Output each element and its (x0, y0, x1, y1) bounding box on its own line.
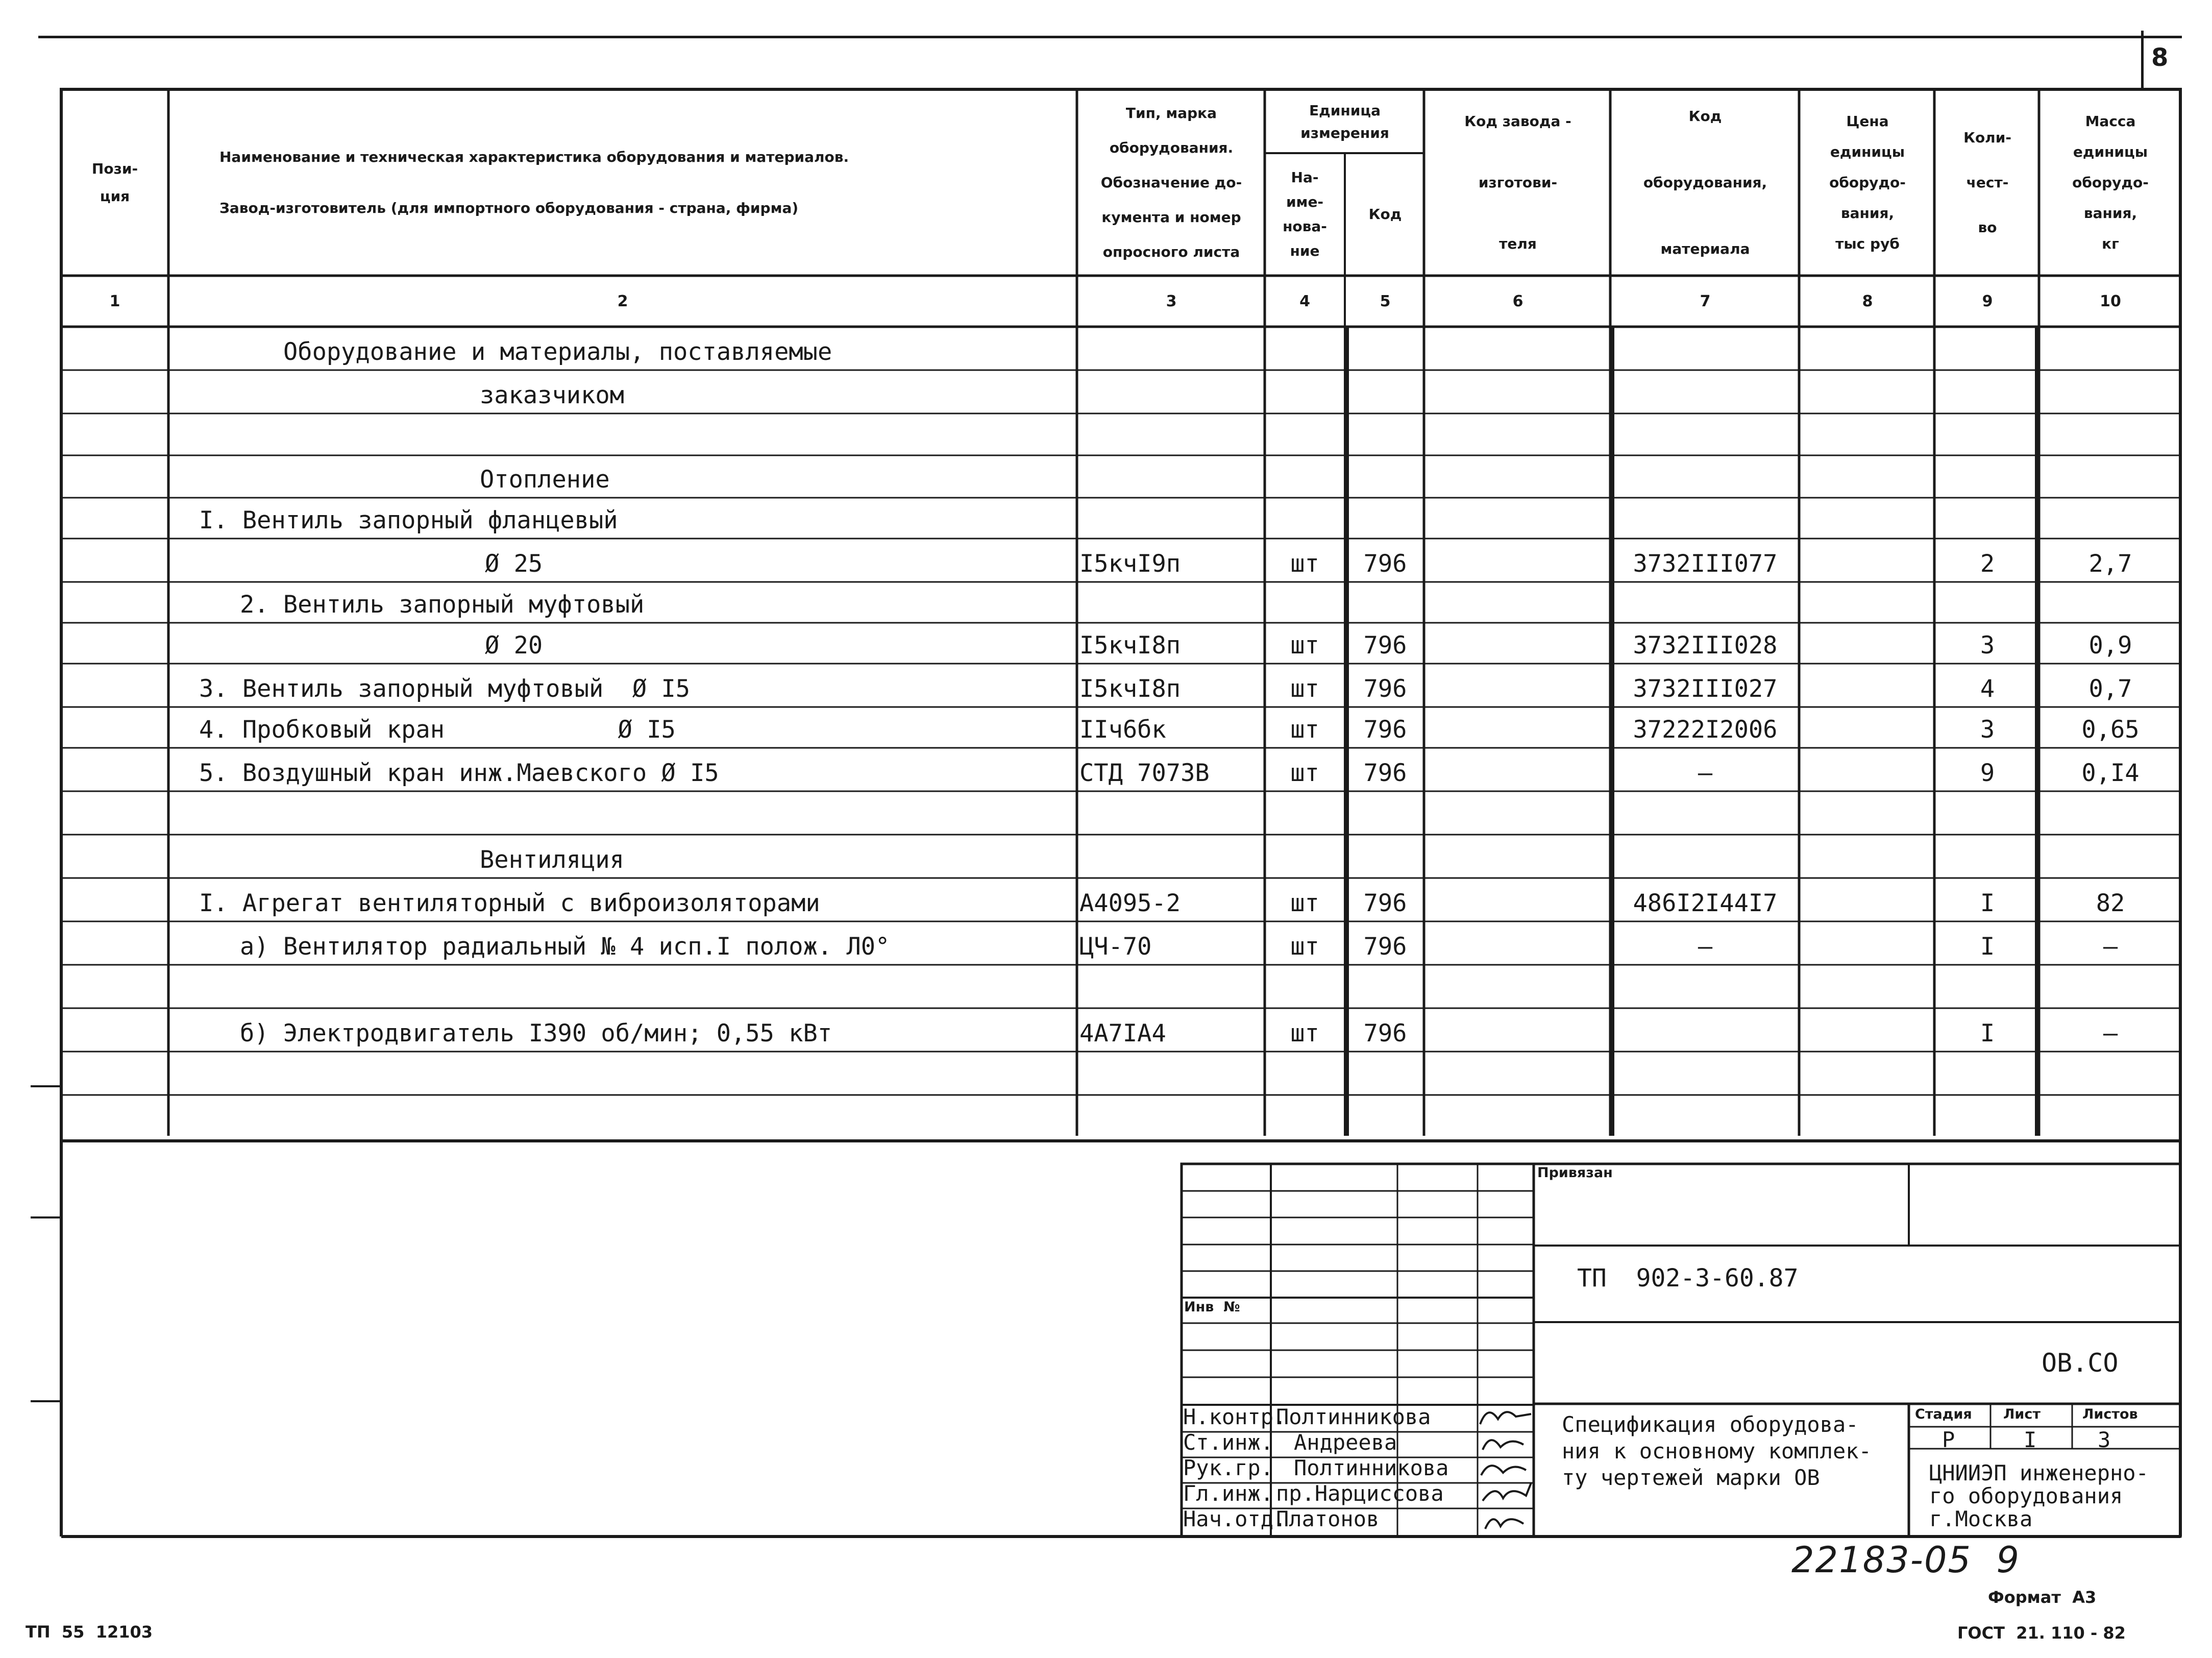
type-cell: СТД 7073В (1079, 759, 1210, 787)
table-row (0, 664, 2212, 707)
quantity-cell: 3 (1980, 631, 1995, 660)
mass-cell (2042, 791, 2179, 828)
mass-cell (2042, 498, 2179, 532)
equipment-code-cell (1613, 582, 1798, 617)
quantity-cell (1937, 1095, 2038, 1130)
stage-label: Стадия (1915, 1406, 1972, 1422)
table-row (0, 327, 2212, 370)
unit-code-cell: 796 (1363, 716, 1407, 744)
person-name: Платонов (1276, 1506, 1380, 1531)
item-name-cell: Оборудование и материалы, поставляемые (283, 338, 832, 366)
mass-cell (2042, 413, 2179, 449)
header-quantity: Коли- чест- во (1963, 129, 2011, 236)
quantity-cell: 4 (1980, 675, 1995, 703)
equipment-code-cell: 37222I2006 (1633, 716, 1778, 744)
unit-cell: шт (1290, 675, 1319, 703)
column-number: 6 (1512, 292, 1523, 310)
mass-cell (2042, 1095, 2179, 1130)
table-row (0, 623, 2212, 664)
unit-code-cell (1347, 965, 1423, 1002)
item-name-cell: 2. Вентиль запорный муфтовый (240, 591, 645, 619)
unit-cell: шт (1290, 933, 1319, 961)
item-name-cell: I. Агрегат вентиляторный с виброизоляторами (199, 889, 820, 917)
item-name-cell: Ø 20 (485, 631, 543, 660)
role-label: Нач.отд. (1183, 1506, 1287, 1531)
equipment-code-cell: 486I2I44I7 (1633, 889, 1778, 917)
equipment-code-cell: 3732III027 (1633, 675, 1778, 703)
header-type: Тип, марка оборудования. Обозначение до- кумента и номер опросного листа (1100, 104, 1242, 260)
item-name-cell: 4. Пробковый кран Ø I5 (199, 716, 676, 744)
quantity-cell: 2 (1980, 550, 1995, 578)
quantity-cell: I (1980, 933, 1995, 961)
table-row (0, 707, 2212, 748)
unit-cell (1266, 413, 1344, 449)
equipment-code-cell (1613, 455, 1798, 492)
item-name-cell: б) Электродвигатель I390 об/мин; 0,55 кВт (240, 1019, 832, 1047)
role-label: Н.контр. (1183, 1404, 1287, 1429)
stage-value: Р (1942, 1427, 1955, 1452)
type-cell (1079, 582, 1263, 617)
unit-cell (1266, 370, 1344, 407)
equipment-code-cell (1613, 835, 1798, 872)
mass-cell: 82 (2096, 889, 2125, 917)
item-name-cell: 3. Вентиль запорный муфтовый Ø I5 (199, 675, 691, 703)
item-name-cell: а) Вентилятор радиальный № 4 исп.I полож. Л0° (240, 933, 890, 961)
sheet-title-line: ту чертежей марки ОВ (1562, 1465, 1820, 1490)
quantity-cell: I (1980, 889, 1995, 917)
column-number: 4 (1299, 292, 1310, 310)
type-cell (1079, 370, 1263, 407)
mass-cell (2042, 582, 2179, 617)
quantity-cell (1937, 413, 2038, 449)
unit-code-cell: 796 (1363, 550, 1407, 578)
header-unit-name: На- име- нова- ние (1283, 169, 1327, 259)
mass-cell (2042, 1052, 2179, 1089)
mass-cell (2042, 965, 2179, 1002)
unit-code-cell (1347, 370, 1423, 407)
signatures (1475, 1401, 1536, 1537)
unit-cell (1266, 791, 1344, 828)
equipment-code-cell (1613, 791, 1798, 828)
unit-cell: шт (1290, 716, 1319, 744)
type-cell (1079, 1095, 1263, 1130)
mass-cell (2042, 327, 2179, 364)
unit-cell: шт (1290, 1019, 1319, 1047)
unit-cell (1266, 455, 1344, 492)
equipment-code-cell (1613, 498, 1798, 532)
unit-code-cell: 796 (1363, 1019, 1407, 1047)
quantity-cell (1937, 835, 2038, 872)
table-row (0, 1008, 2212, 1052)
table-row (0, 748, 2212, 791)
unit-cell (1266, 835, 1344, 872)
column-number: 9 (1982, 292, 1993, 310)
quantity-cell: 9 (1980, 759, 1995, 787)
type-cell: 4А7IА4 (1079, 1019, 1166, 1047)
quantity-cell (1937, 455, 2038, 492)
handwritten-number: 22183-05 9 (1791, 1539, 2021, 1581)
drawing-mark: ОВ.СО (2042, 1348, 2119, 1378)
quantity-cell (1937, 1052, 2038, 1089)
table-row (0, 965, 2212, 1008)
unit-code-cell (1347, 1095, 1423, 1130)
person-name: Андреева (1294, 1430, 1397, 1455)
table-row (0, 582, 2212, 623)
column-number: 5 (1380, 292, 1391, 310)
type-cell (1079, 498, 1263, 532)
unit-code-cell (1347, 791, 1423, 828)
table-row (0, 791, 2212, 835)
equipment-code-cell (1613, 965, 1798, 1002)
column-number: 7 (1700, 292, 1711, 310)
column-number: 1 (109, 292, 120, 310)
equipment-code-cell: 3732III077 (1633, 550, 1778, 578)
header-price: Цена единицы оборудо- вания, тыс руб (1829, 112, 1906, 252)
quantity-cell: I (1980, 1019, 1995, 1047)
item-name-cell: Отопление (480, 466, 610, 494)
type-cell (1079, 1052, 1263, 1089)
mass-cell: 0,65 (2081, 716, 2140, 744)
type-cell (1079, 327, 1263, 364)
unit-code-cell: 796 (1363, 759, 1407, 787)
unit-cell (1266, 498, 1344, 532)
table-row (0, 413, 2212, 455)
paper-format: Формат А3 (1988, 1588, 2097, 1607)
table-row (0, 1095, 2212, 1136)
privyazan-label: Привязан (1537, 1165, 1613, 1181)
person-name: пр.Нарциссова (1276, 1481, 1444, 1506)
type-cell (1079, 965, 1263, 1002)
type-cell: ЦЧ-70 (1079, 933, 1152, 961)
unit-code-cell (1347, 413, 1423, 449)
unit-code-cell (1347, 455, 1423, 492)
person-name: Полтинникова (1294, 1455, 1449, 1480)
column-number: 8 (1862, 292, 1873, 310)
table-row (0, 1052, 2212, 1095)
item-name-cell: I. Вентиль запорный фланцевый (199, 506, 618, 534)
equipment-code-cell: – (1698, 933, 1713, 961)
mass-cell: 2,7 (2088, 550, 2132, 578)
sheets-label: Листов (2082, 1406, 2138, 1422)
equipment-code-cell (1613, 327, 1798, 364)
header-unit-code: Код (1368, 206, 1402, 223)
unit-code-cell (1347, 835, 1423, 872)
unit-code-cell (1347, 498, 1423, 532)
quantity-cell (1937, 582, 2038, 617)
unit-code-cell: 796 (1363, 631, 1407, 660)
type-cell (1079, 835, 1263, 872)
unit-cell (1266, 965, 1344, 1002)
item-name-cell: 5. Воздушный кран инж.Маевского Ø I5 (199, 759, 719, 787)
table-row (0, 835, 2212, 878)
role-label: Рук.гр. (1183, 1455, 1274, 1480)
unit-code-cell: 796 (1363, 675, 1407, 703)
mass-cell: – (2103, 1019, 2118, 1047)
unit-cell: шт (1290, 759, 1319, 787)
item-name-cell: заказчиком (480, 381, 624, 409)
equipment-code-cell (1613, 1008, 1798, 1045)
mass-cell (2042, 455, 2179, 492)
page-number: 8 (2151, 43, 2169, 72)
mass-cell (2042, 835, 2179, 872)
unit-code-cell (1347, 582, 1423, 617)
equipment-code-cell (1613, 1095, 1798, 1130)
type-cell: I5кчI9п (1079, 550, 1181, 578)
item-name-cell: Вентиляция (480, 846, 624, 874)
equipment-code-cell (1613, 370, 1798, 407)
sheet-value: I (2024, 1427, 2037, 1452)
unit-cell (1266, 1052, 1344, 1089)
mass-cell: 0,I4 (2081, 759, 2140, 787)
table-row (0, 921, 2212, 965)
column-number: 2 (617, 292, 628, 310)
unit-cell: шт (1290, 550, 1319, 578)
equipment-code-cell (1613, 1052, 1798, 1089)
organization-line: г.Москва (1929, 1506, 2033, 1531)
quantity-cell (1937, 965, 2038, 1002)
unit-code-cell (1347, 327, 1423, 364)
role-label: Гл.инж. (1183, 1481, 1274, 1506)
header-unit-group: Единица измерения (1300, 102, 1389, 141)
header-equipment-code: Код оборудования, материала (1643, 107, 1767, 257)
person-name: Полтинникова (1276, 1404, 1431, 1429)
equipment-code-cell (1613, 413, 1798, 449)
project-code: ТП 902-3-60.87 (1577, 1264, 1799, 1293)
inventory-number-label: Инв № (1184, 1299, 1240, 1315)
column-number: 3 (1166, 292, 1177, 310)
type-cell (1079, 413, 1263, 449)
type-cell: А4095-2 (1079, 889, 1181, 917)
table-row (0, 539, 2212, 582)
sheet-title-line: ния к основному комплек- (1562, 1438, 1872, 1464)
role-label: Ст.инж. (1183, 1430, 1274, 1455)
type-cell (1079, 455, 1263, 492)
unit-code-cell: 796 (1363, 889, 1407, 917)
type-cell: IIч6бк (1079, 716, 1166, 744)
unit-code-cell (1347, 1052, 1423, 1089)
table-row (0, 370, 2212, 413)
quantity-cell (1937, 370, 2038, 407)
equipment-code-cell: – (1698, 759, 1713, 787)
equipment-code-cell: 3732III028 (1633, 631, 1778, 660)
type-cell: I5кчI8п (1079, 675, 1181, 703)
unit-cell: шт (1290, 889, 1319, 917)
table-row (0, 878, 2212, 921)
organization-line: го оборудования (1929, 1483, 2123, 1508)
mass-cell (2042, 370, 2179, 407)
unit-cell: шт (1290, 631, 1319, 660)
header-name: Наименование и техническая характеристика оборудования и материалов. Завод-изготовитель (для импортного оборудования - страна, фирма) (219, 148, 849, 216)
header-factory-code: Код завода - изготови- теля (1464, 112, 1571, 252)
item-name-cell: Ø 25 (485, 550, 543, 578)
column-number: 10 (2100, 292, 2121, 310)
unit-cell (1266, 1095, 1344, 1130)
mass-cell: 0,9 (2088, 631, 2132, 660)
header-position: Пози- ция (91, 160, 138, 205)
sheet-title-line: Спецификация оборудова- (1562, 1412, 1859, 1437)
quantity-cell (1937, 791, 2038, 828)
table-row (0, 498, 2212, 539)
gost-reference: ГОСТ 21. 110 - 82 (1957, 1623, 2126, 1643)
unit-code-cell: 796 (1363, 933, 1407, 961)
mass-cell: 0,7 (2088, 675, 2132, 703)
quantity-cell (1937, 498, 2038, 532)
quantity-cell (1937, 327, 2038, 364)
type-cell (1079, 791, 1263, 828)
tp-code: ТП 55 12103 (26, 1622, 153, 1642)
table-row (0, 455, 2212, 498)
organization-line: ЦНИИЭП инженерно- (1929, 1460, 2149, 1485)
mass-cell: – (2103, 933, 2118, 961)
type-cell: I5кчI8п (1079, 631, 1181, 660)
unit-cell (1266, 327, 1344, 364)
header-mass: Масса единицы оборудо- вания, кг (2072, 112, 2149, 252)
quantity-cell: 3 (1980, 716, 1995, 744)
sheets-value: 3 (2098, 1427, 2111, 1452)
sheet-label: Лист (2003, 1406, 2041, 1422)
unit-cell (1266, 582, 1344, 617)
